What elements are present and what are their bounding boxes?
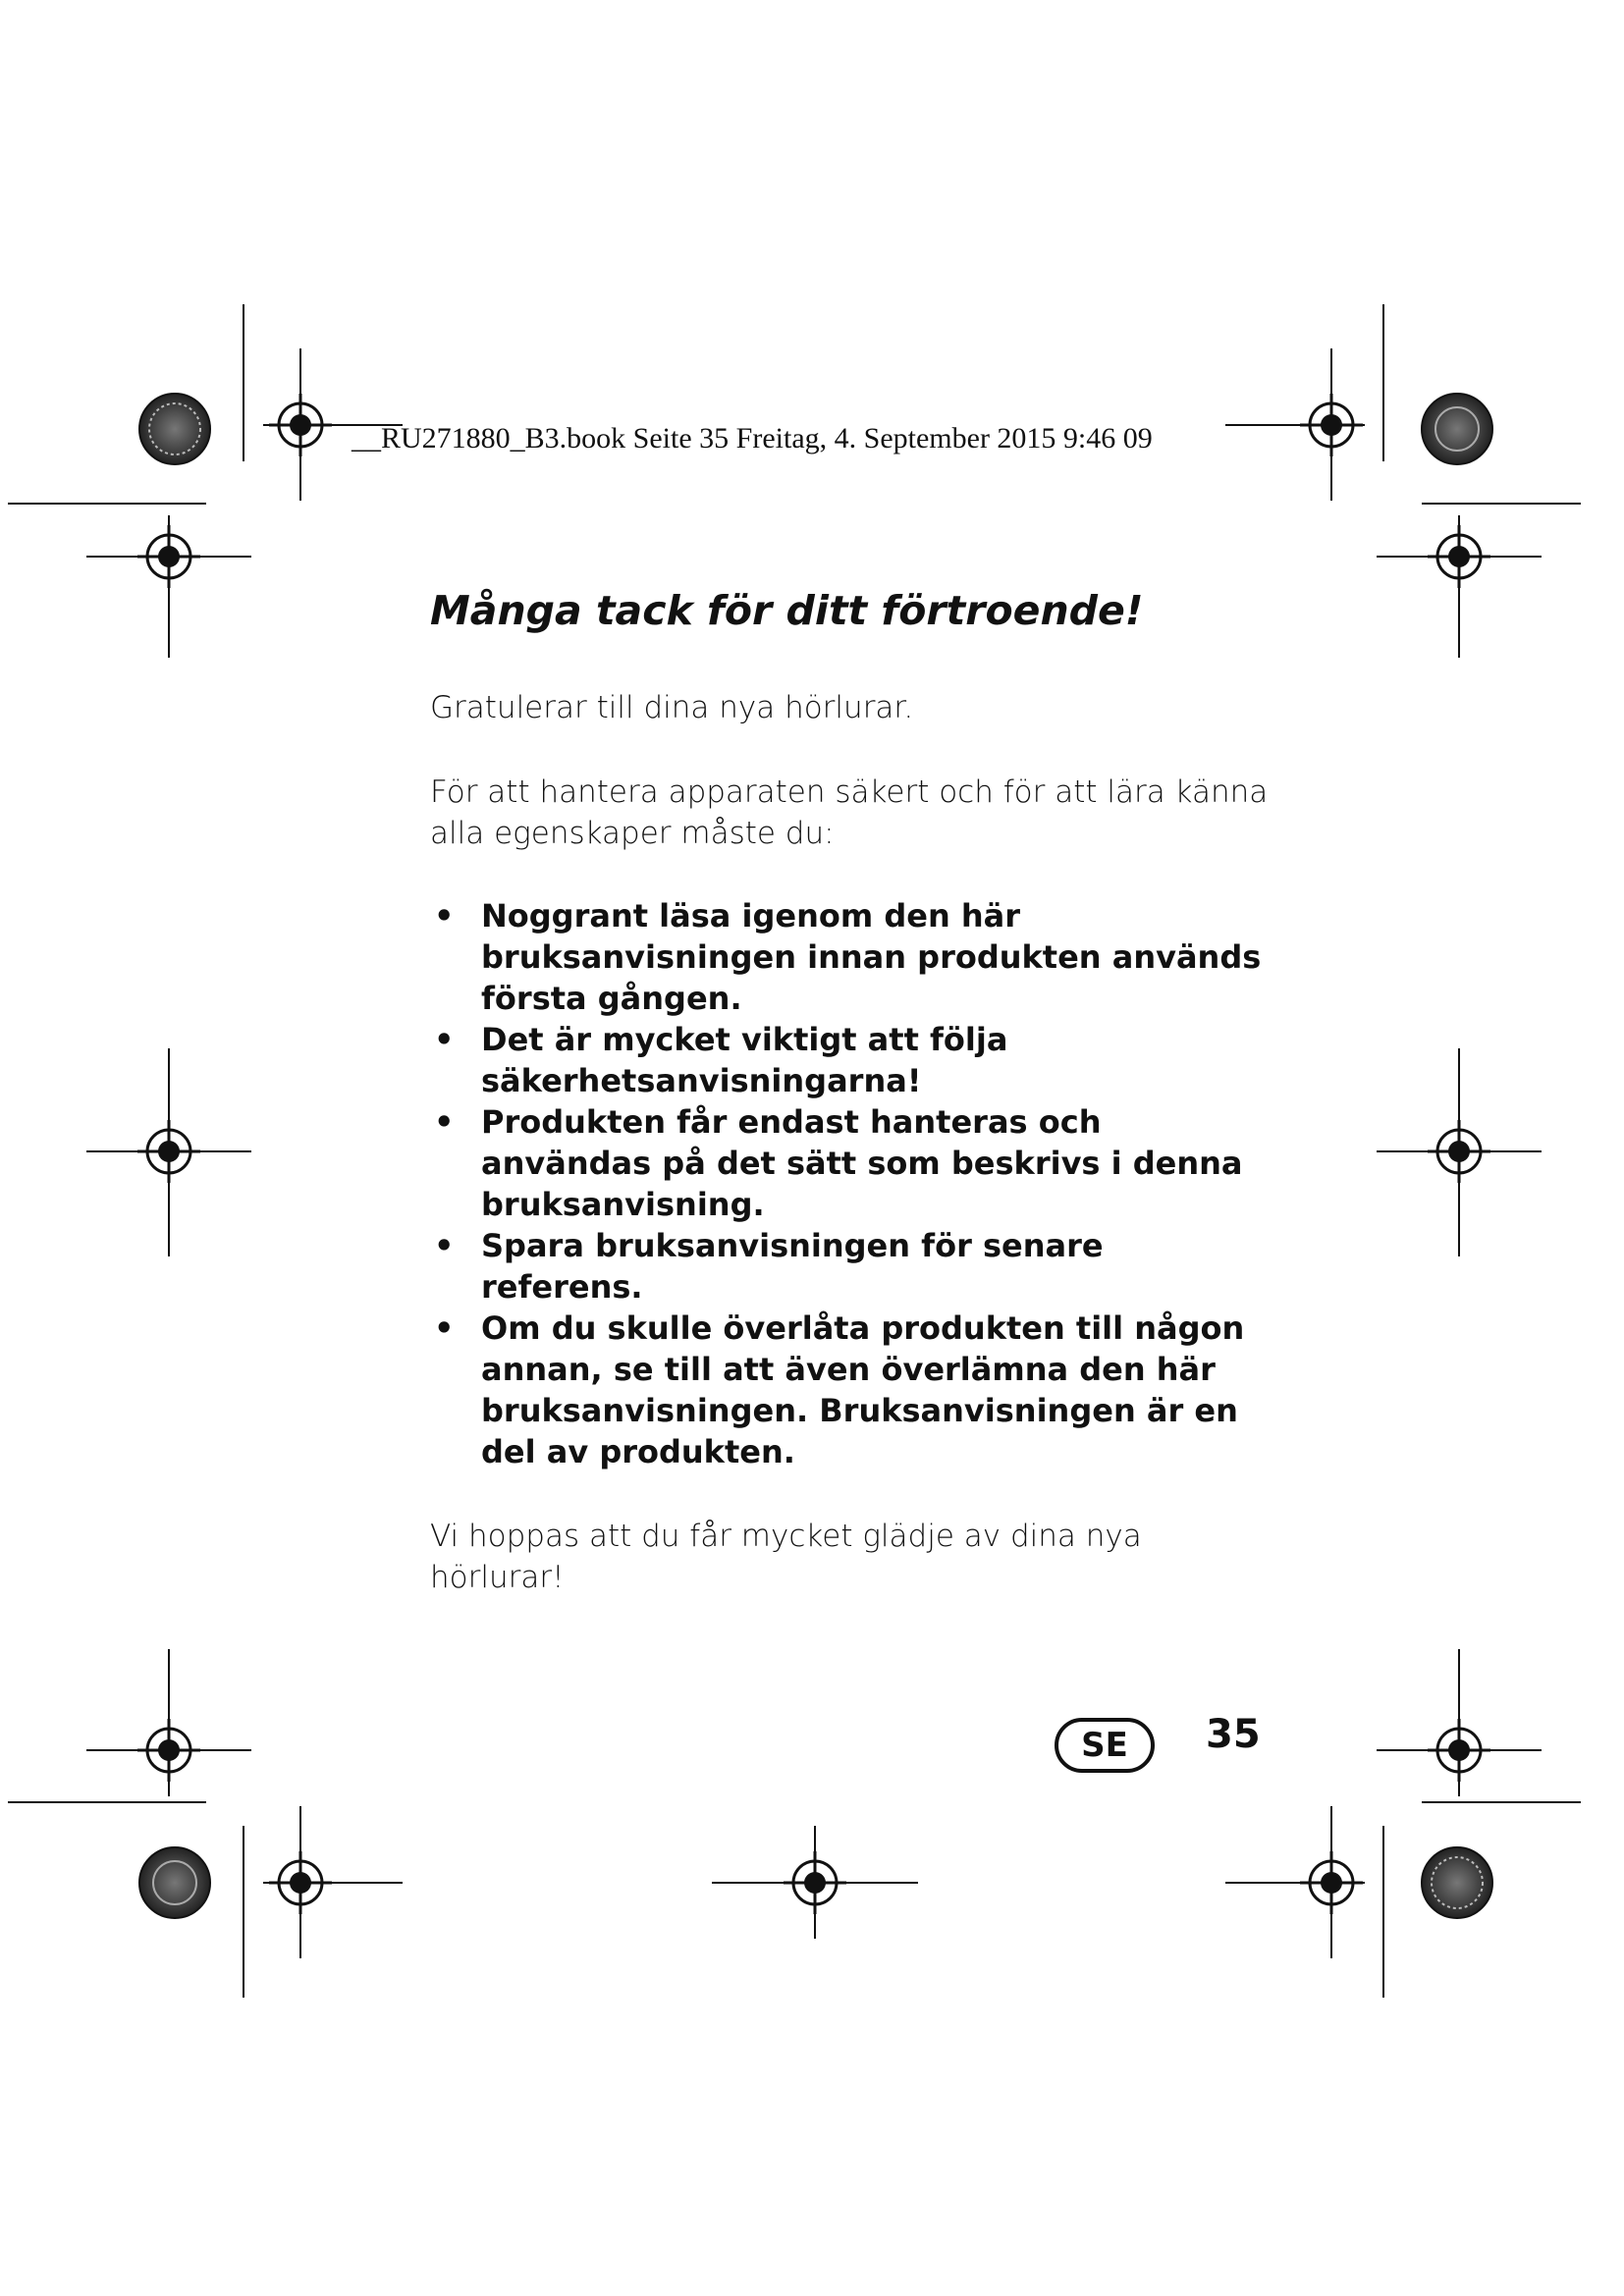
bullet-icon: • — [434, 1309, 455, 1347]
list-item-text: Det är mycket viktigt att följa säkerhetsanvisningarna! — [481, 1021, 1008, 1099]
closing-paragraph: Vi hoppas att du får mycket glädje av dina nya hörlurar! — [430, 1519, 1142, 1595]
instruction-list — [430, 895, 1274, 1472]
list-item-text: Spara bruksanvisningen för senare referens. — [481, 1227, 1104, 1306]
country-code-badge: SE — [1055, 1718, 1155, 1773]
list-item — [430, 1308, 1274, 1472]
print-header-info: __RU271880_B3.book Seite 35 Freitag, 4. September 2015 9:46 09 — [352, 422, 1153, 454]
list-item-text: Noggrant läsa igenom den här bruksanvisningen innan produkten används första gången. — [481, 897, 1262, 1017]
list-item — [430, 1101, 1274, 1225]
bullet-icon: • — [434, 1227, 455, 1264]
intro-paragraph: Gratulerar till dina nya hörlurar. — [430, 690, 914, 725]
page-title: Många tack för ditt förtroende! — [430, 587, 1144, 634]
list-item-text: Produkten får endast hanteras och användas på det sätt som beskrivs i denna bruksanvisning. — [481, 1103, 1243, 1223]
page-number: 35 — [1206, 1712, 1261, 1757]
instructions-paragraph: För att hantera apparaten säkert och för att lära känna alla egenskaper måste du: — [430, 774, 1269, 851]
bullet-icon: • — [434, 1103, 455, 1141]
list-item — [430, 895, 1274, 1019]
list-item-text: Om du skulle överlåta produkten till någon annan, se till att även överlämna den här bruksanvisningen. Bruksanvisningen är en del av produkten. — [481, 1309, 1245, 1470]
bullet-icon: • — [434, 897, 455, 934]
list-item — [430, 1225, 1274, 1308]
list-item — [430, 1019, 1274, 1101]
bullet-icon: • — [434, 1021, 455, 1058]
